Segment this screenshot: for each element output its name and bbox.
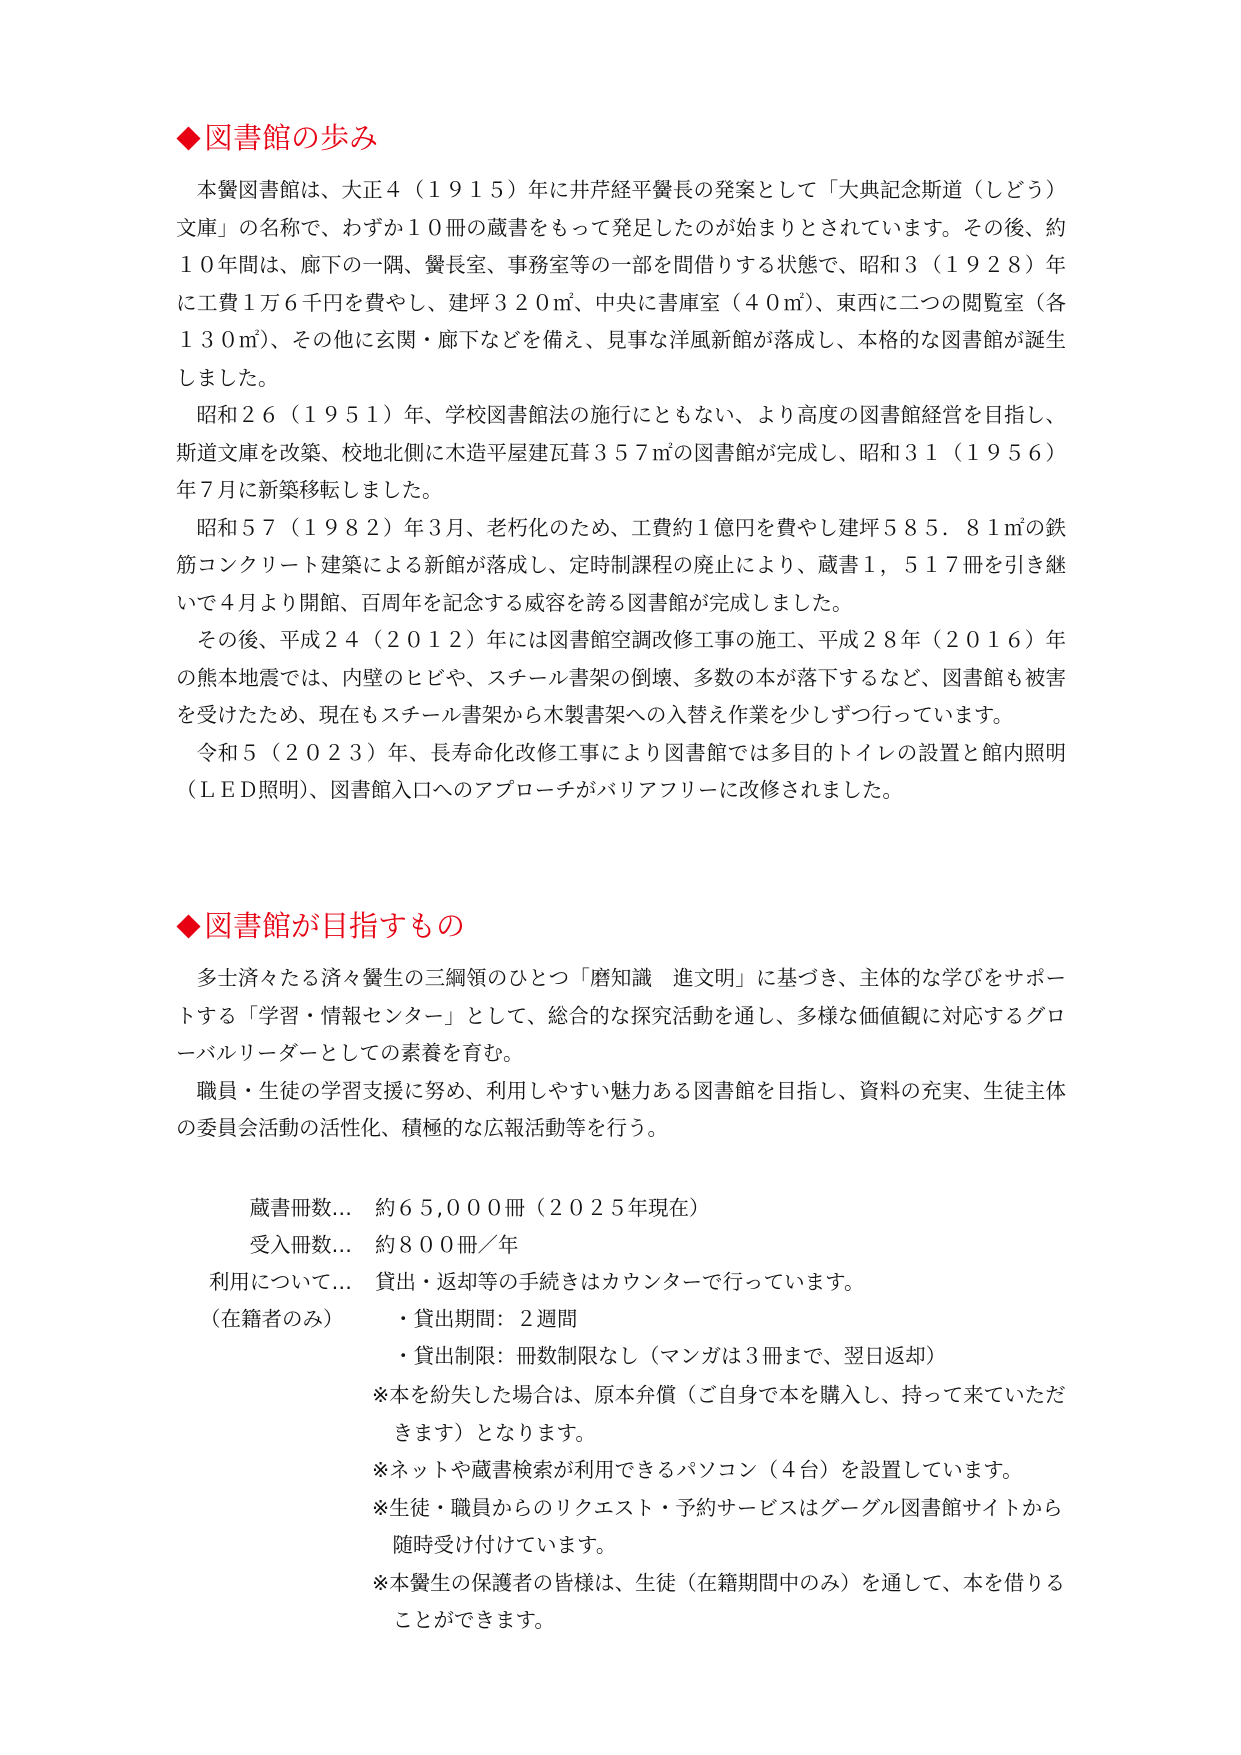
collection-value: 約６５,０００冊（２０２５年現在） [375, 1196, 710, 1220]
mission-body [176, 960, 1066, 1148]
diamond-bullet-icon [176, 126, 200, 150]
note-item: ※本を紛失した場合は、原本弁償（ご自身で本を購入し、持って来ていただきます）となります。 [372, 1383, 1066, 1445]
mission-title: 図書館が目指すもの [204, 909, 466, 943]
mission-paragraph: 多士済々たる済々黌生の三綱領のひとつ「磨知識 進文明」に基づき、主体的な学びをサポートする「学習・情報センター」として、総合的な探究活動を通し、多様な価値観に対応するグローバルリーダーとしての素養を育む。 [176, 966, 1066, 1065]
acquisition-label: 受入冊数… [249, 1233, 352, 1257]
usage-label: 利用について… [208, 1270, 352, 1294]
mission-heading [176, 906, 465, 946]
history-body [176, 172, 1066, 810]
acquisition-value: 約８００冊／年 [375, 1233, 519, 1257]
eligibility-label: （在籍者のみ） [200, 1307, 344, 1331]
note-item: ※ネットや蔵書検索が利用できるパソコン（４台）を設置しています。 [372, 1458, 1023, 1482]
notes-list [372, 1377, 1072, 1640]
usage-value: 貸出・返却等の手続きはカウンターで行っています。 [375, 1270, 865, 1294]
note-item: ※本黌生の保護者の皆様は、生徒（在籍期間中のみ）を通して、本を借りることができます。 [372, 1570, 1066, 1632]
history-paragraph: 昭和２６（１９５１）年、学校図書館法の施行にともない、より高度の図書館経営を目指し、斯道文庫を改築、校地北側に木造平屋建瓦葺３５７㎡の図書館が完成し、昭和３１（１９５６）年７月に新築移転しました。 [176, 403, 1066, 502]
history-heading [176, 118, 378, 158]
history-paragraph: 昭和５７（１９８２）年３月、老朽化のため、工費約１億円を費やし建坪５８５．８１㎡の鉄筋コンクリート建築による新館が落成し、定時制課程の廃止により、蔵書１，５１７冊を引き継いで４月より開館、百周年を記念する威容を誇る図書館が完成しました。 [176, 515, 1066, 615]
info-row-usage [176, 1264, 352, 1301]
loan-limit: ・貸出制限：冊数制限なし（マンガは３冊まで、翌日返却） [393, 1344, 947, 1368]
history-title: 図書館の歩み [204, 121, 379, 155]
diamond-bullet-icon [176, 914, 200, 938]
info-row-acquisition [176, 1227, 352, 1264]
loan-period: ・貸出期間：２週間 [393, 1307, 578, 1331]
history-paragraph: 令和５（２０２３）年、長寿命化改修工事により図書館では多目的トイレの設置と館内照明（ＬＥＤ照明）、図書館入口へのアプローチがバリアフリーに改修されました。 [176, 740, 1066, 802]
history-paragraph: その後、平成２４（２０１２）年には図書館空調改修工事の施工、平成２８年（２０１６）年の熊本地震では、内壁のヒビや、スチール書架の倒壊、多数の本が落下するなど、図書館も被害を受けたため、現在もスチール書架から木製書架への入替え作業を少しずつ行っています。 [176, 628, 1066, 727]
info-row-collection [176, 1190, 352, 1227]
history-paragraph: 本黌図書館は、大正４（１９１５）年に井芹経平黌長の発案として「大典記念斯道（しどう）文庫」の名称で、わずか１０冊の蔵書をもって発足したのが始まりとされています。その後、約１０年間は、廊下の一隅、黌長室、事務室等の一部を間借りする状態で、昭和３（１９２８）年に工費１万６千円を費やし、建坪３２０㎡、中央に書庫室（４０㎡）、東西に二つの閲覧室（各１３０㎡）、その他に玄関・廊下などを備え、見事な洋風新館が落成し、本格的な図書館が誕生しました。 [176, 178, 1066, 390]
mission-paragraph: 職員・生徒の学習支援に努め、利用しやすい魅力ある図書館を目指し、資料の充実、生徒主体の委員会活動の活性化、積極的な広報活動等を行う。 [176, 1078, 1066, 1140]
collection-label: 蔵書冊数… [249, 1196, 352, 1220]
note-item: ※生徒・職員からのリクエスト・予約サービスはグーグル図書館サイトから随時受け付けています。 [372, 1495, 1063, 1557]
